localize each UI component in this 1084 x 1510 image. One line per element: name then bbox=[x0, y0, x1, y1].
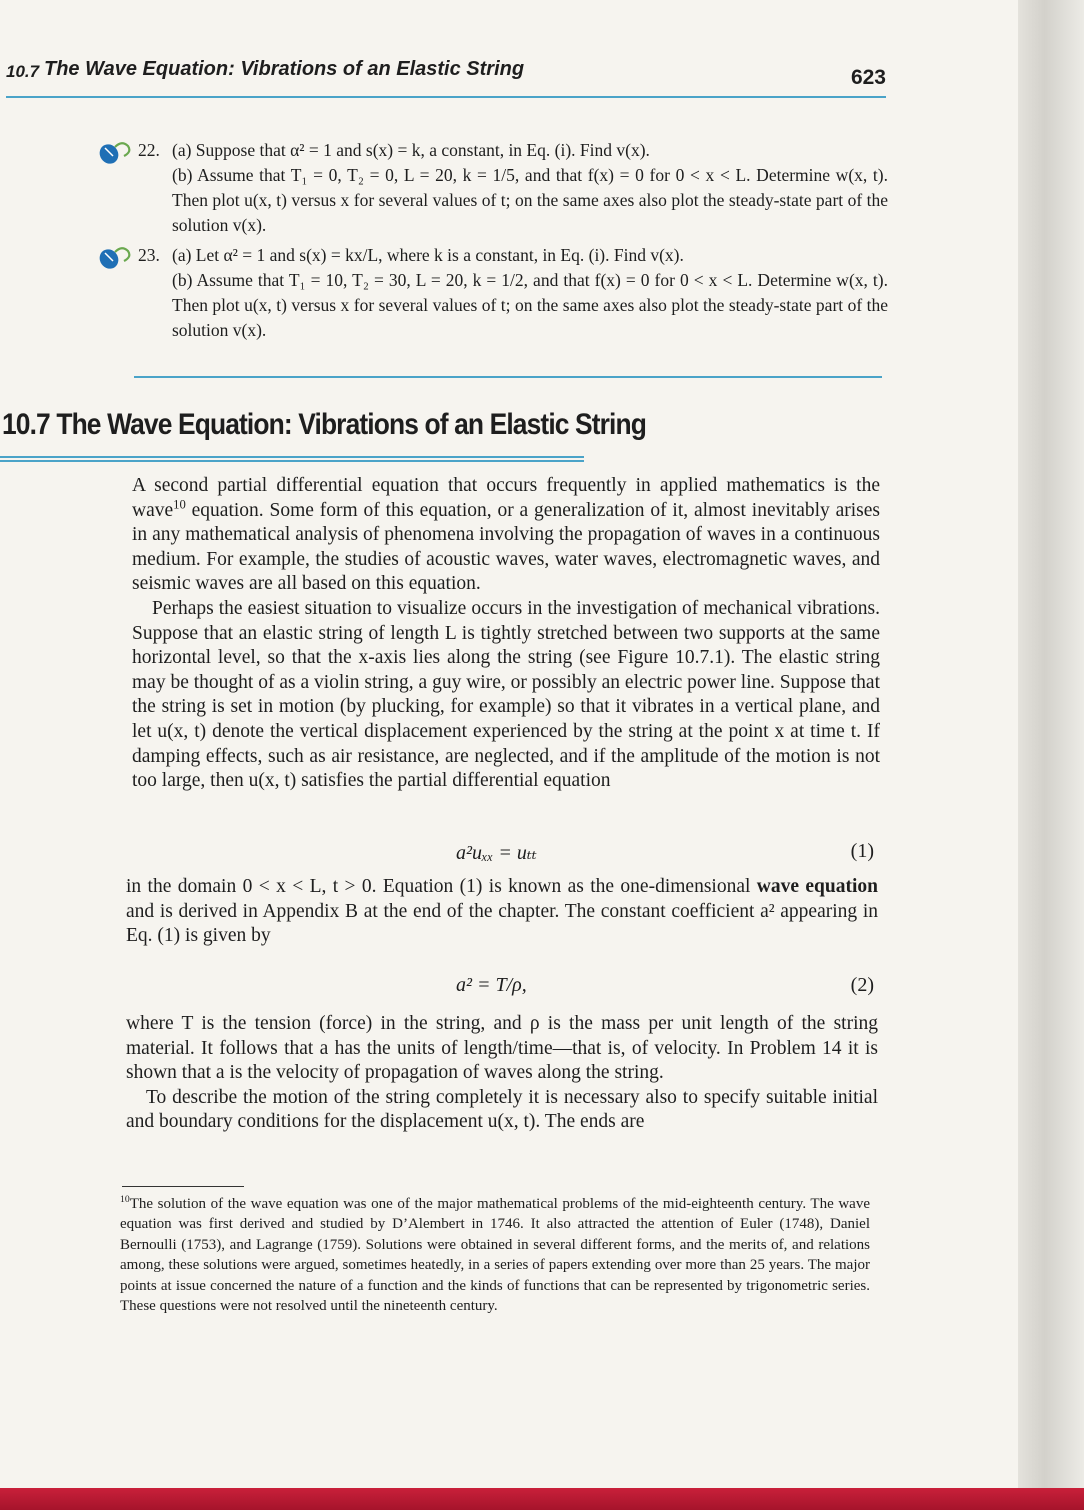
equation-2-number: (2) bbox=[850, 974, 874, 996]
bottom-cover-band bbox=[0, 1488, 1084, 1510]
problem-number: 23. bbox=[138, 245, 160, 265]
computer-mouse-icon bbox=[98, 243, 132, 271]
book-spine-edge bbox=[1018, 0, 1084, 1510]
paragraph-3-text-end: and is derived in Appendix B at the end of the chapter. The constant coefficient a² appearing in Eq. (1) is given by bbox=[126, 900, 878, 947]
computer-mouse-icon bbox=[98, 138, 132, 166]
body-text-block-1 bbox=[132, 474, 880, 794]
problem-22 bbox=[98, 138, 888, 238]
running-head bbox=[6, 54, 886, 98]
running-head-title: The Wave Equation: Vibrations of an Elastic String bbox=[44, 58, 525, 80]
footnote-rule bbox=[122, 1186, 244, 1187]
problem-part-b: (b) Assume that T₁ = 10, T₂ = 30, L = 20, k = 1/2, and that f(x) = 0 for 0 < x < L. Determine w(x, t). Then plot u(x, t) versus x for several values of t; on the same axes also plot the steady-state part of the solution v(x). bbox=[172, 270, 888, 340]
problem-part-b: (b) Assume that T₁ = 0, T₂ = 0, L = 20, k = 1/5, and that f(x) = 0 for 0 < x < L. Determine w(x, t). Then plot u(x, t) versus x for several values of t; on the same axes also plot the steady-state part of the solution v(x). bbox=[172, 165, 888, 235]
running-head-section-number: 10.7 bbox=[6, 62, 40, 81]
section-heading bbox=[0, 404, 647, 462]
paragraph-1-text-end: equation. Some form of this equation, or a generalization of it, almost inevitably arises in any mathematical analysis of phenomena involving the propagation of waves in a continuous medium. For example, the studies of acoustic waves, water waves, electromagnetic waves, and seismic waves are all based on this equation. bbox=[132, 499, 880, 595]
section-title: 10.7 The Wave Equation: Vibrations of an Elastic String bbox=[2, 408, 647, 441]
equation-1-formula: a²uₓₓ = uₜₜ bbox=[456, 842, 537, 864]
paragraph-4: where T is the tension (force) in the string, and ρ is the mass per unit length of the string material. It follows that a has the units of length/time—that is, of velocity. In Problem 14 it is shown that a is the velocity of propagation of waves along the string. bbox=[126, 1013, 878, 1084]
equation-1 bbox=[126, 840, 878, 870]
paragraph-1 bbox=[132, 474, 880, 597]
paragraph-1-text-start: A second partial differential equation that occurs frequently in applied mathematics is the wave bbox=[132, 475, 880, 521]
section-divider bbox=[134, 376, 882, 378]
problem-23 bbox=[98, 243, 888, 343]
problem-number: 22. bbox=[138, 140, 160, 160]
problem-part-a: (a) Let α² = 1 and s(x) = kx/L, where k is a constant, in Eq. (i). Find v(x). bbox=[172, 245, 684, 265]
paragraph-5: To describe the motion of the string completely it is necessary also to specify suitable initial and boundary conditions for the displacement u(x, t). The ends are bbox=[126, 1086, 878, 1133]
paragraph-3-text-start: in the domain 0 < x < L, t > 0. Equation (1) is known as the one-dimensional bbox=[126, 876, 757, 897]
term-wave-equation: wave equation bbox=[756, 876, 878, 897]
paragraph-2: Perhaps the easiest situation to visualize occurs in the investigation of mechanical vibrations. Suppose that an elastic string of length L is tightly stretched between two supports at the same horizontal level, so that the x-axis lies along the string (see Figure 10.7.1). The elastic string may be thought of as a violin string, a guy wire, or possibly an electric power line. Suppose that the string is set in motion (by plucking, for example) so that it vibrates in a vertical plane, and let u(x, t) denote the vertical displacement experienced by the string at the point x at time t. If damping effects, such as air resistance, are neglected, and if the amplitude of the motion is not too large, then u(x, t) satisfies the partial differential equation bbox=[132, 597, 880, 792]
equation-2-formula: a² = T/ρ, bbox=[456, 974, 527, 996]
footnote-number: 10 bbox=[120, 1194, 130, 1205]
footnote bbox=[120, 1194, 870, 1316]
paragraph-3 bbox=[126, 875, 878, 949]
body-text-block-3 bbox=[126, 1012, 878, 1135]
problem-part-a: (a) Suppose that α² = 1 and s(x) = k, a constant, in Eq. (i). Find v(x). bbox=[172, 140, 650, 160]
equation-1-number: (1) bbox=[850, 840, 874, 862]
page-number: 623 bbox=[850, 66, 886, 89]
equation-2 bbox=[126, 974, 878, 1004]
body-text-block-2 bbox=[126, 875, 878, 949]
footnote-marker: 10 bbox=[173, 497, 186, 512]
footnote-text: The solution of the wave equation was one of the major mathematical problems of the mid-eighteenth century. The wave equation was first derived and studied by D’Alembert in 1746. It also attracted the attention of Euler (1748), Daniel Bernoulli (1753), and Lagrange (1759). Solutions were obtained in several different forms, and the merits of, and relations among, these solutions were argued, sometimes heatedly, in a series of papers extending over more than 25 years. The major points at issue concerned the nature of a function and the kinds of functions that can be represented by trigonometric series. These questions were not resolved until the nineteenth century. bbox=[120, 1196, 870, 1315]
